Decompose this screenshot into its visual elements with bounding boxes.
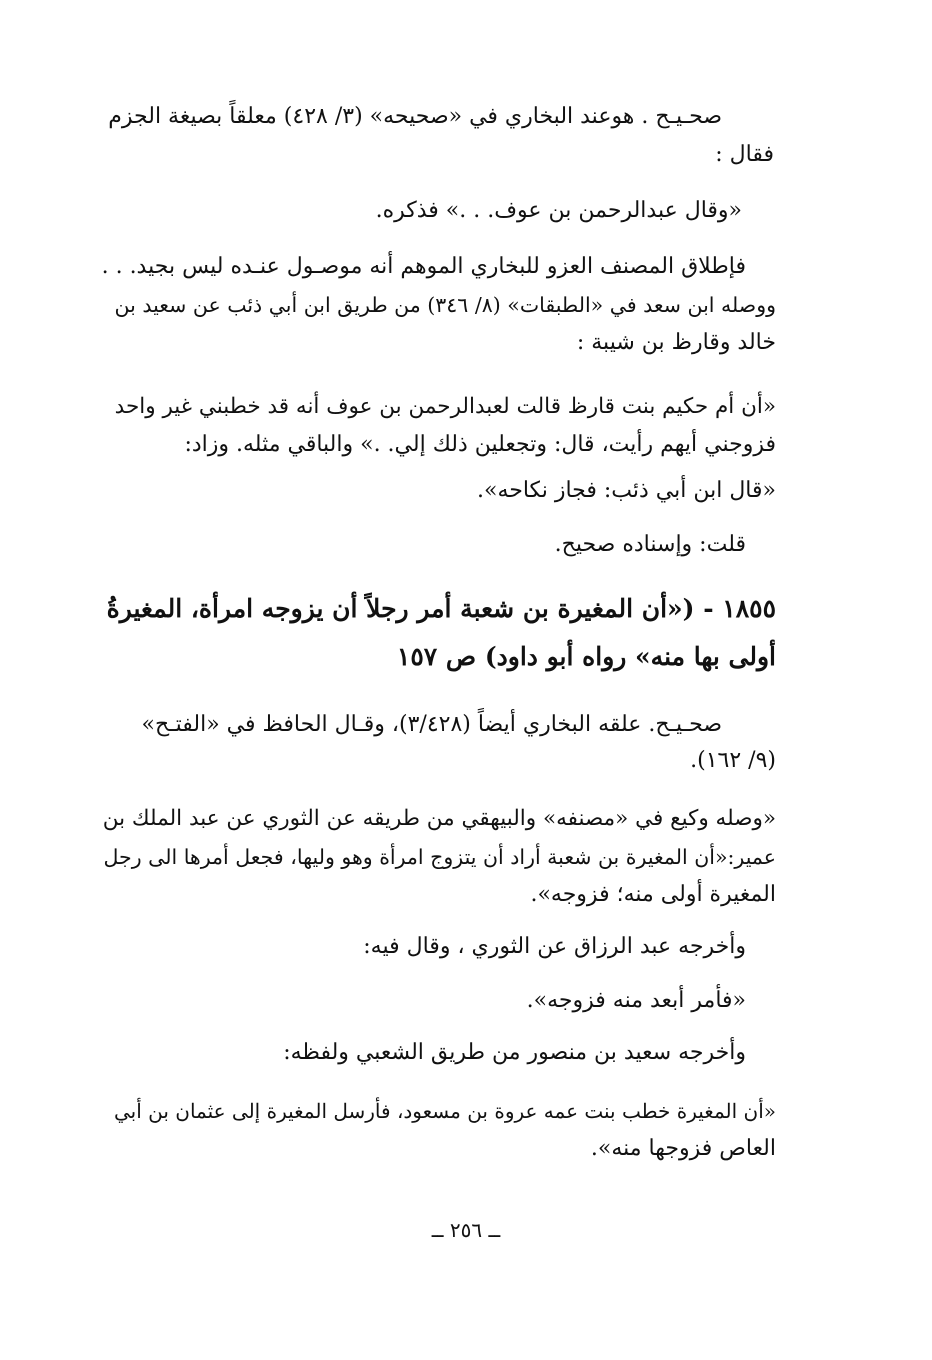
quote-line: «قال ابن أبي ذئب: فجاز نكاحه». <box>477 478 776 503</box>
page-number: ــ ٢٥٦ ــ <box>431 1218 501 1242</box>
quote-line: «وصله وكيع في «مصنفه» والبيهقي من طريقه عن الثوري عن عبد الملك بن <box>102 806 776 831</box>
hadith-heading: ١٨٥٥ - («أن المغيرة بن شعبة أمر رجلاً أن يزوجه امرأة، المغيرةُ <box>106 594 776 623</box>
quote-line: العاص فزوجها منه». <box>590 1136 776 1161</box>
hadith-heading: أولى بها منه» رواه أبو داود) ص ١٥٧ <box>396 642 776 671</box>
text-line: وأخرجه سعيد بن منصور من طريق الشعبي ولفظه: <box>283 1040 746 1065</box>
text-line: صحـيـح. علقه البخاري أيضاً (٣/٤٢٨)، وقـال الحافظ في «الفتـح» <box>141 712 722 737</box>
text-line: (٩/ ١٦٢). <box>690 748 776 773</box>
text-line: ووصله ابن سعد في «الطبقات» (٨/ ٣٤٦) من طريق ابن أبي ذئب عن سعيد بن <box>114 293 776 317</box>
quote-line: «أن المغيرة خطب بنت عمه عروة بن مسعود، فأرسل المغيرة إلى عثمان بن أبي <box>113 1099 776 1123</box>
text-line: فقال : <box>715 142 774 167</box>
text-line: قلت: وإسناده صحيح. <box>554 532 746 557</box>
quote-line: «فأمر أبعد منه فزوجه». <box>526 988 746 1013</box>
quote-line: المغيرة أولى منه؛ فزوجه». <box>530 882 776 907</box>
quote-line: «وقال عبدالرحمن بن عوف. . .» فذكره. <box>375 198 742 223</box>
text-line: خالد وقارظ بن شيبة : <box>576 330 776 355</box>
quote-line: «أن أم حكيم بنت قارظ قالت لعبدالرحمن بن عوف أنه قد خطبني غير واحد <box>114 394 776 419</box>
text-line: وأخرجه عبد الرزاق عن الثوري ، وقال فيه: <box>363 934 746 959</box>
quote-line: عمير:«أن المغيرة بن شعبة أراد أن يتزوج امرأة وهو وليها، فجعل أمرها الى رجل <box>103 845 776 869</box>
text-line: صحـيـح . هوعند البخاري في «صحيحه» (٣/ ٤٢٨) معلقاً بصيغة الجزم <box>108 104 722 129</box>
text-line: فإطلاق المصنف العزو للبخاري الموهم أنه موصـول عنـده ليس بجيد. . . <box>101 254 746 279</box>
quote-line: فزوجني أيهم رأيت، قال: وتجعلين ذلك إلي. .» والباقي مثله. وزاد: <box>184 432 776 457</box>
